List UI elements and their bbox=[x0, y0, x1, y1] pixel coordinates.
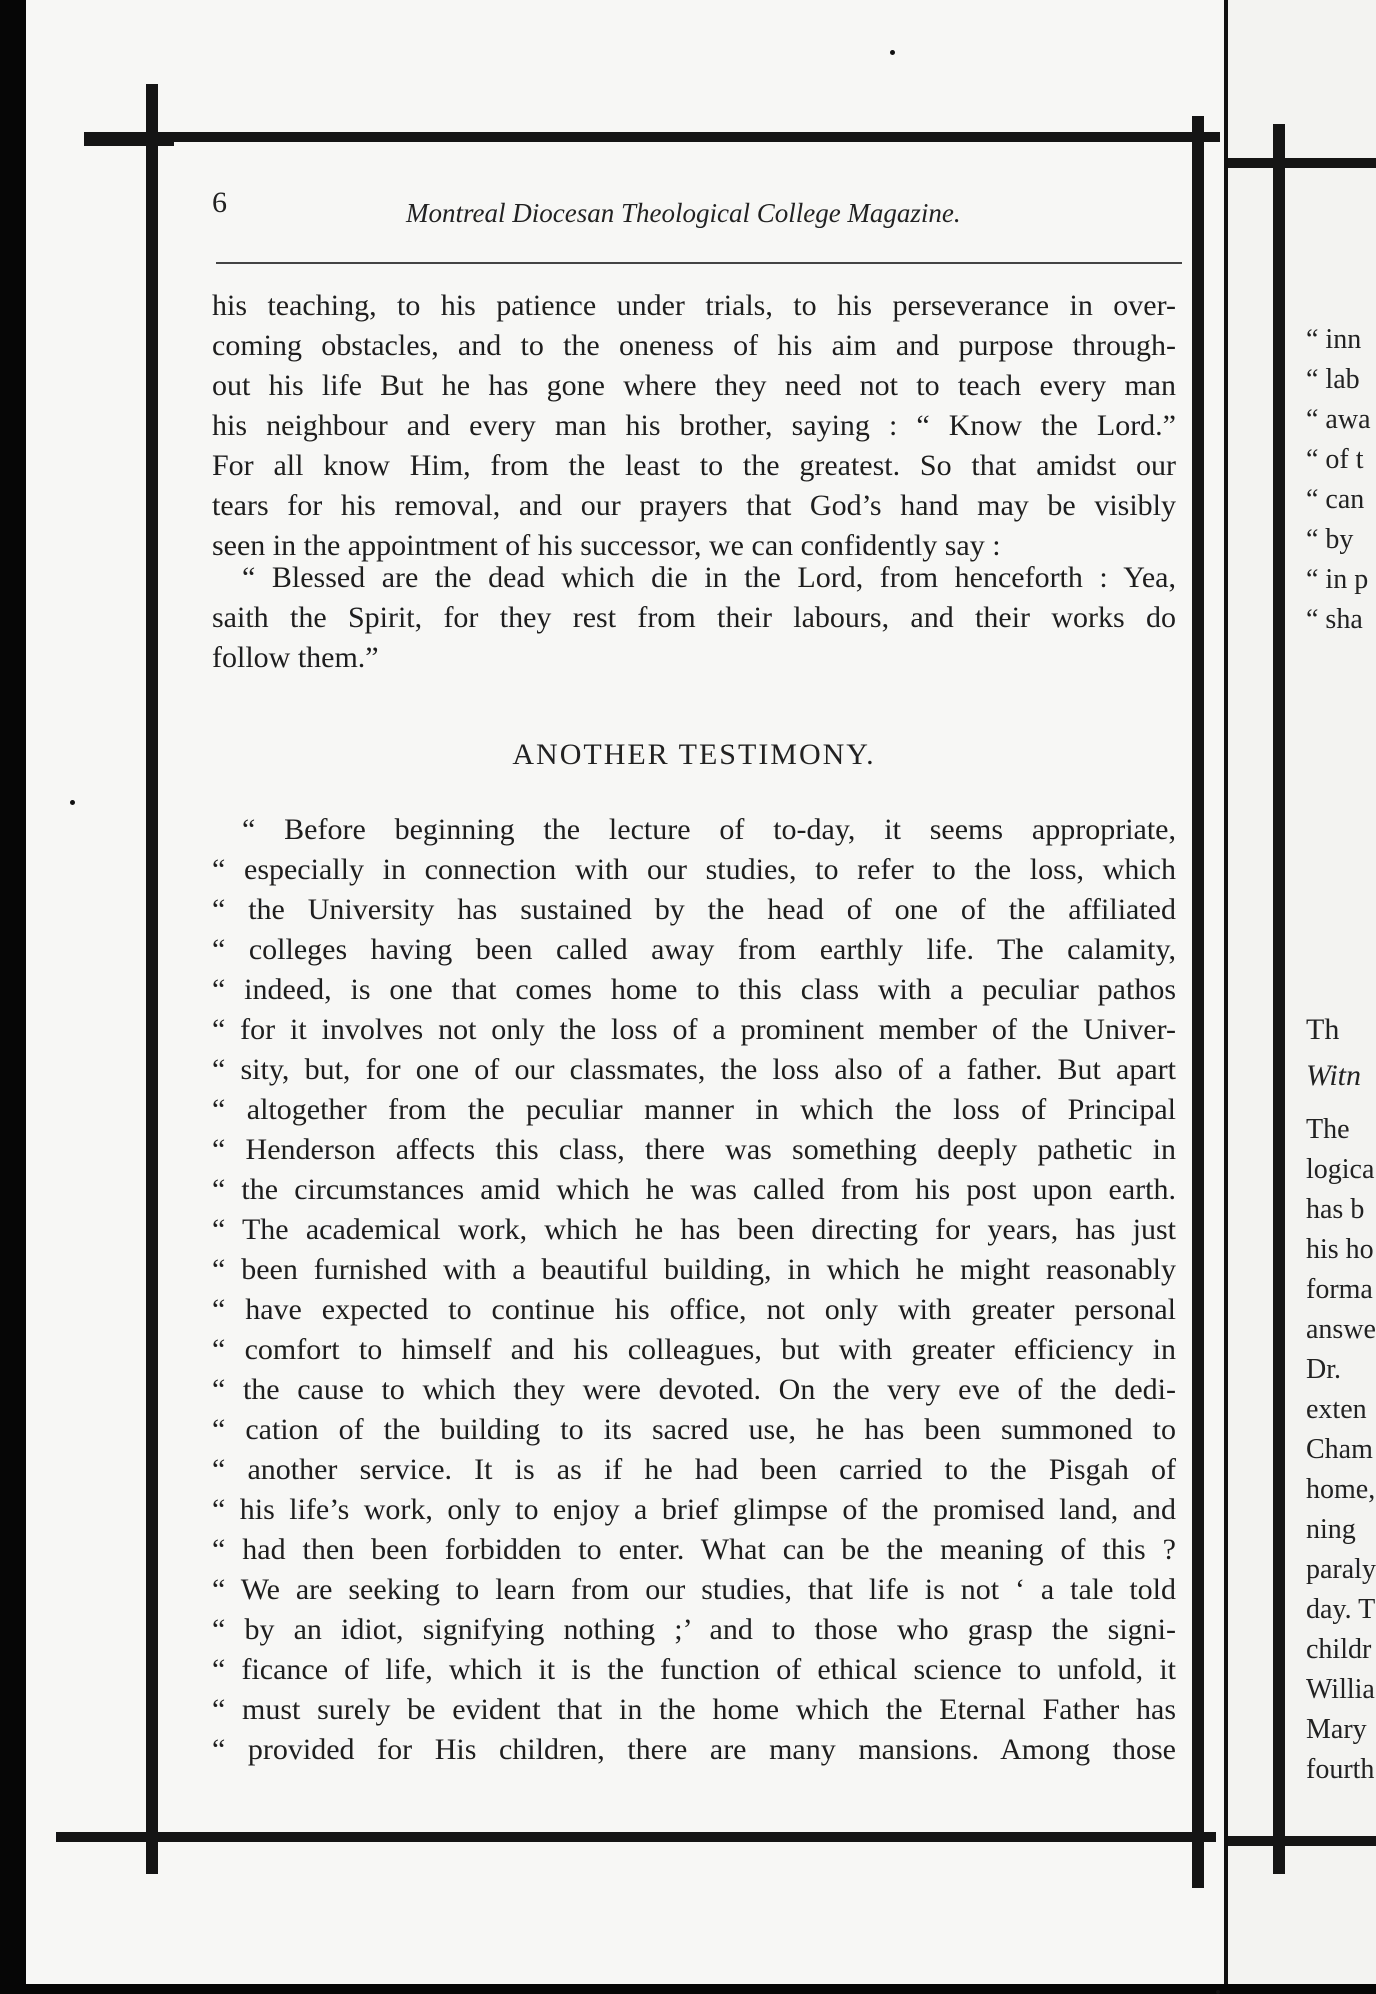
text-line: “ Before beginning the lecture of to-day, it seems appropriate, bbox=[242, 813, 1176, 846]
text-fragment: “ by bbox=[1306, 524, 1354, 555]
frame-left-bar bbox=[146, 84, 158, 1874]
text-line: “ the University has sustained by the head of one of the affiliated bbox=[212, 893, 1176, 926]
text-fragment: has b bbox=[1306, 1194, 1365, 1225]
scan-speck bbox=[1216, 1990, 1220, 1994]
text-line: “ had then been forbidden to enter. What can be the meaning of this ? bbox=[212, 1533, 1176, 1566]
text-fragment: home, bbox=[1306, 1474, 1376, 1505]
paragraph-closing-tribute bbox=[212, 286, 1176, 566]
paragraph-scripture-quote bbox=[212, 558, 1176, 678]
right-page-heading-fragment: Th bbox=[1306, 1013, 1340, 1046]
text-fragment: day. T bbox=[1306, 1594, 1376, 1625]
text-line: “ have expected to continue his office, not only with greater personal bbox=[212, 1293, 1176, 1326]
running-title: Montreal Diocesan Theological College Magazine. bbox=[406, 198, 961, 228]
text-fragment: exten bbox=[1306, 1394, 1367, 1425]
text-line: “ another service. It is as if he had been carried to the Pisgah of bbox=[212, 1453, 1176, 1486]
text-fragment: “ in p bbox=[1306, 564, 1369, 595]
header-rule bbox=[216, 262, 1182, 264]
text-line: “ by an idiot, signifying nothing ;’ and to those who grasp the signi- bbox=[212, 1613, 1176, 1646]
right-frame-left-bar bbox=[1273, 124, 1285, 1874]
text-line: follow them.” bbox=[212, 641, 379, 674]
text-fragment: “ of t bbox=[1306, 444, 1364, 475]
right-page-italic-fragment: Witn bbox=[1306, 1059, 1362, 1092]
text-line: “ for it involves not only the loss of a prominent member of the Univer- bbox=[212, 1013, 1176, 1046]
left-page bbox=[26, 0, 1230, 1984]
text-line: his neighbour and every man his brother, saying : “ Know the Lord.” bbox=[212, 409, 1176, 442]
text-fragment: his ho bbox=[1306, 1234, 1374, 1265]
text-line: “ the cause to which they were devoted. On the very eve of the dedi- bbox=[212, 1373, 1176, 1406]
text-line: “ cation of the building to its sacred use, he has been summoned to bbox=[212, 1413, 1176, 1446]
text-fragment: paraly bbox=[1306, 1554, 1376, 1585]
text-fragment: “ awa bbox=[1306, 404, 1371, 435]
text-line: “ comfort to himself and his colleagues, but with greater efficiency in bbox=[212, 1333, 1176, 1366]
text-line: out his life But he has gone where they need not to teach every man bbox=[212, 369, 1176, 402]
text-line: “ sity, but, for one of our classmates, the loss also of a father. But apart bbox=[212, 1053, 1176, 1086]
text-fragment: Dr. bbox=[1306, 1354, 1341, 1385]
text-line: For all know Him, from the least to the greatest. So that amidst our bbox=[212, 449, 1176, 482]
right-page-edge bbox=[1228, 0, 1376, 1984]
text-line: “ The academical work, which he has been directing for years, has just bbox=[212, 1213, 1176, 1246]
text-line: “ provided for His children, there are many mansions. Among those bbox=[212, 1733, 1176, 1766]
text-fragment: forma bbox=[1306, 1274, 1373, 1305]
right-page-paragraph2-fragments bbox=[1306, 1350, 1376, 1790]
text-fragment: Mary bbox=[1306, 1714, 1367, 1745]
text-fragment: “ inn bbox=[1306, 324, 1362, 355]
text-line: “ been furnished with a beautiful building, in which he might reasonably bbox=[212, 1253, 1176, 1286]
text-line: “ especially in connection with our studies, to refer to the loss, which bbox=[212, 853, 1176, 886]
scan-speck bbox=[70, 800, 75, 805]
text-line: saith the Spirit, for they rest from their labours, and their works do bbox=[212, 601, 1176, 634]
text-line: “ his life’s work, only to enjoy a brief glimpse of the promised land, and bbox=[212, 1493, 1176, 1526]
page-number: 6 bbox=[212, 186, 227, 219]
text-line: “ altogether from the peculiar manner in which the loss of Principal bbox=[212, 1093, 1176, 1126]
frame-bottom-bar bbox=[56, 1832, 1216, 1842]
right-frame-bottom-bar bbox=[1228, 1836, 1376, 1846]
text-line: “ Blessed are the dead which die in the Lord, from henceforth : Yea, bbox=[242, 561, 1176, 594]
text-fragment: The bbox=[1306, 1114, 1350, 1145]
text-fragment: “ can bbox=[1306, 484, 1365, 515]
paragraph-testimony bbox=[212, 810, 1176, 1770]
right-page-paragraph-fragments bbox=[1306, 1110, 1376, 1350]
text-fragment: Willia bbox=[1306, 1674, 1375, 1705]
text-line: “ must surely be evident that in the home which the Eternal Father has bbox=[212, 1693, 1176, 1726]
section-title: ANOTHER TESTIMONY. bbox=[512, 738, 876, 771]
frame-top-bar bbox=[88, 132, 1220, 142]
text-line: seen in the appointment of his successor, we can confidently say : bbox=[212, 529, 1001, 562]
text-line: tears for his removal, and our prayers that God’s hand may be visibly bbox=[212, 489, 1176, 522]
frame-right-bar bbox=[1192, 116, 1204, 1888]
right-page-quote-fragments bbox=[1306, 320, 1371, 640]
text-line: his teaching, to his patience under trials, to his perseverance in over- bbox=[212, 289, 1176, 322]
text-fragment: logica bbox=[1306, 1154, 1375, 1185]
frame-top-left-stub bbox=[84, 132, 174, 146]
text-fragment: ning bbox=[1306, 1514, 1356, 1545]
text-fragment: Cham bbox=[1306, 1434, 1373, 1465]
text-line: “ the circumstances amid which he was called from his post upon earth. bbox=[212, 1173, 1176, 1206]
text-fragment: childr bbox=[1306, 1634, 1372, 1665]
text-fragment: “ lab bbox=[1306, 364, 1360, 395]
text-line: “ Henderson affects this class, there was something deeply pathetic in bbox=[212, 1133, 1176, 1166]
text-line: “ colleges having been called away from earthly life. The calamity, bbox=[212, 933, 1176, 966]
text-line: coming obstacles, and to the oneness of his aim and purpose through- bbox=[212, 329, 1176, 362]
text-line: “ indeed, is one that comes home to this class with a peculiar pathos bbox=[212, 973, 1176, 1006]
text-fragment: answe bbox=[1306, 1314, 1376, 1345]
text-fragment: fourth bbox=[1306, 1754, 1375, 1785]
right-frame-top-bar bbox=[1228, 158, 1376, 168]
scan-speck bbox=[890, 50, 895, 55]
text-line: “ We are seeking to learn from our studies, that life is not ‘ a tale told bbox=[212, 1573, 1176, 1606]
text-line: “ ficance of life, which it is the function of ethical science to unfold, it bbox=[212, 1653, 1176, 1686]
text-fragment: “ sha bbox=[1306, 604, 1363, 635]
